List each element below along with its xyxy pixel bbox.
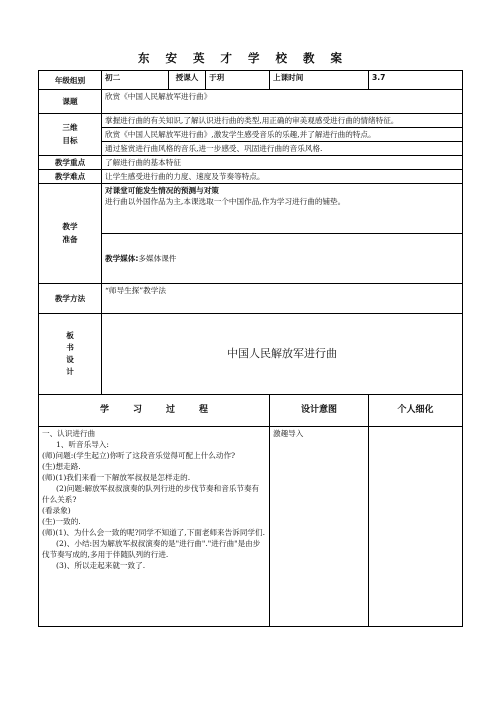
info-row bbox=[39, 71, 463, 90]
process-line-10: (2)、小结:因为解放军叔叔演奏的是"进行曲"."进行曲"是由步伐节奏写成的,多用于伴随队列的行进. bbox=[42, 539, 261, 559]
key-point-row bbox=[39, 156, 463, 170]
prep-media-cell bbox=[102, 234, 463, 284]
method-label: 教学方法 bbox=[39, 284, 102, 314]
prep-forecast-cell bbox=[102, 184, 463, 234]
board-label: 板 书 设 计 bbox=[39, 314, 102, 395]
process-line-3: (师)问题:(学生起立)你听了这段音乐觉得可配上什么动作? bbox=[42, 451, 236, 460]
process-line-9: (师)(1)、为什么会一致的呢?同学不知道了,下面老师来告诉同学们. bbox=[42, 528, 266, 537]
process-intent: 激趣导入 bbox=[270, 427, 369, 627]
key-point-label: 教学重点 bbox=[39, 156, 102, 170]
topic-label: 课题 bbox=[39, 90, 102, 114]
process-line-4: (生)想走路. bbox=[42, 462, 81, 471]
board-row bbox=[39, 314, 463, 395]
process-content bbox=[39, 427, 270, 627]
goal-row-1 bbox=[39, 114, 463, 128]
media-label: 教学媒体: bbox=[105, 254, 139, 263]
process-personal bbox=[369, 427, 463, 627]
prep-text: 进行曲以外国作品为主,本课选取一个中国作品,作为学习进行曲的铺垫。 bbox=[105, 197, 346, 206]
process-header-personal: 个人细化 bbox=[369, 395, 463, 427]
goal-item-2: 欣赏《中国人民解放军进行曲》,激发学生感受音乐的乐趣,并了解进行曲的特点。 bbox=[102, 128, 463, 142]
media-value: 多媒体课件 bbox=[138, 254, 177, 263]
prep-row-1 bbox=[39, 184, 463, 234]
goal-item-3: 通过鉴赏进行曲风格的音乐,进一步感受、巩固进行曲的音乐风格. bbox=[102, 142, 463, 156]
teacher-value: 于玥 bbox=[206, 71, 270, 90]
difficulty-value: 让学生感受进行曲的力度、速度及节奏等特点。 bbox=[102, 170, 463, 184]
method-value: “师导生探”教学法 bbox=[102, 284, 463, 314]
time-label: 上课时间 bbox=[270, 71, 369, 90]
process-line-1: 一、认识进行曲 bbox=[42, 429, 96, 438]
grade-label: 年级组别 bbox=[39, 71, 102, 90]
teacher-label: 授课人 bbox=[169, 71, 206, 90]
prep-label: 教学 准备 bbox=[39, 184, 102, 284]
topic-row bbox=[39, 90, 463, 114]
process-header-main: 学 习 过 程 bbox=[39, 395, 270, 427]
process-header-intent: 设计意图 bbox=[270, 395, 369, 427]
goal-row-2 bbox=[39, 128, 463, 142]
lesson-plan-table bbox=[38, 70, 463, 627]
process-header-row bbox=[39, 395, 463, 427]
goal-row-3 bbox=[39, 142, 463, 156]
process-line-2: 1、听音乐导入: bbox=[56, 440, 109, 449]
time-value: 3.7 bbox=[369, 71, 463, 90]
goal-item-1: 掌握进行曲的有关知识,了解认识进行曲的类型,用正确的审美观感受进行曲的情绪特征。 bbox=[102, 114, 463, 128]
document-title: 东安英才学校教案 bbox=[138, 51, 358, 65]
difficulty-label: 教学难点 bbox=[39, 170, 102, 184]
board-content: 中国人民解放军进行曲 bbox=[102, 314, 463, 395]
process-line-8: (生)一致的. bbox=[42, 517, 81, 526]
process-row bbox=[39, 427, 463, 627]
goals-label: 三维 目标 bbox=[39, 114, 102, 156]
grade-value: 初二 bbox=[102, 71, 169, 90]
difficulty-row bbox=[39, 170, 463, 184]
method-row bbox=[39, 284, 463, 314]
process-line-6: (2)问题:解放军叔叔演奏的队列行进的步伐节奏和音乐节奏有什么关系? bbox=[42, 484, 260, 504]
key-point-value: 了解进行曲的基本特征 bbox=[102, 156, 463, 170]
topic-value: 欣赏《中国人民解放军进行曲》 bbox=[102, 90, 463, 114]
process-line-5: (师)(1)我们来看一下解放军叔叔是怎样走的. bbox=[42, 473, 191, 482]
process-line-11: (3)、所以走起来就一致了. bbox=[56, 561, 146, 570]
process-line-7: (看录象) bbox=[42, 506, 71, 515]
prep-row-2 bbox=[39, 234, 463, 284]
prep-heading: 对课堂可能发生情况的预测与对策 bbox=[105, 186, 219, 195]
